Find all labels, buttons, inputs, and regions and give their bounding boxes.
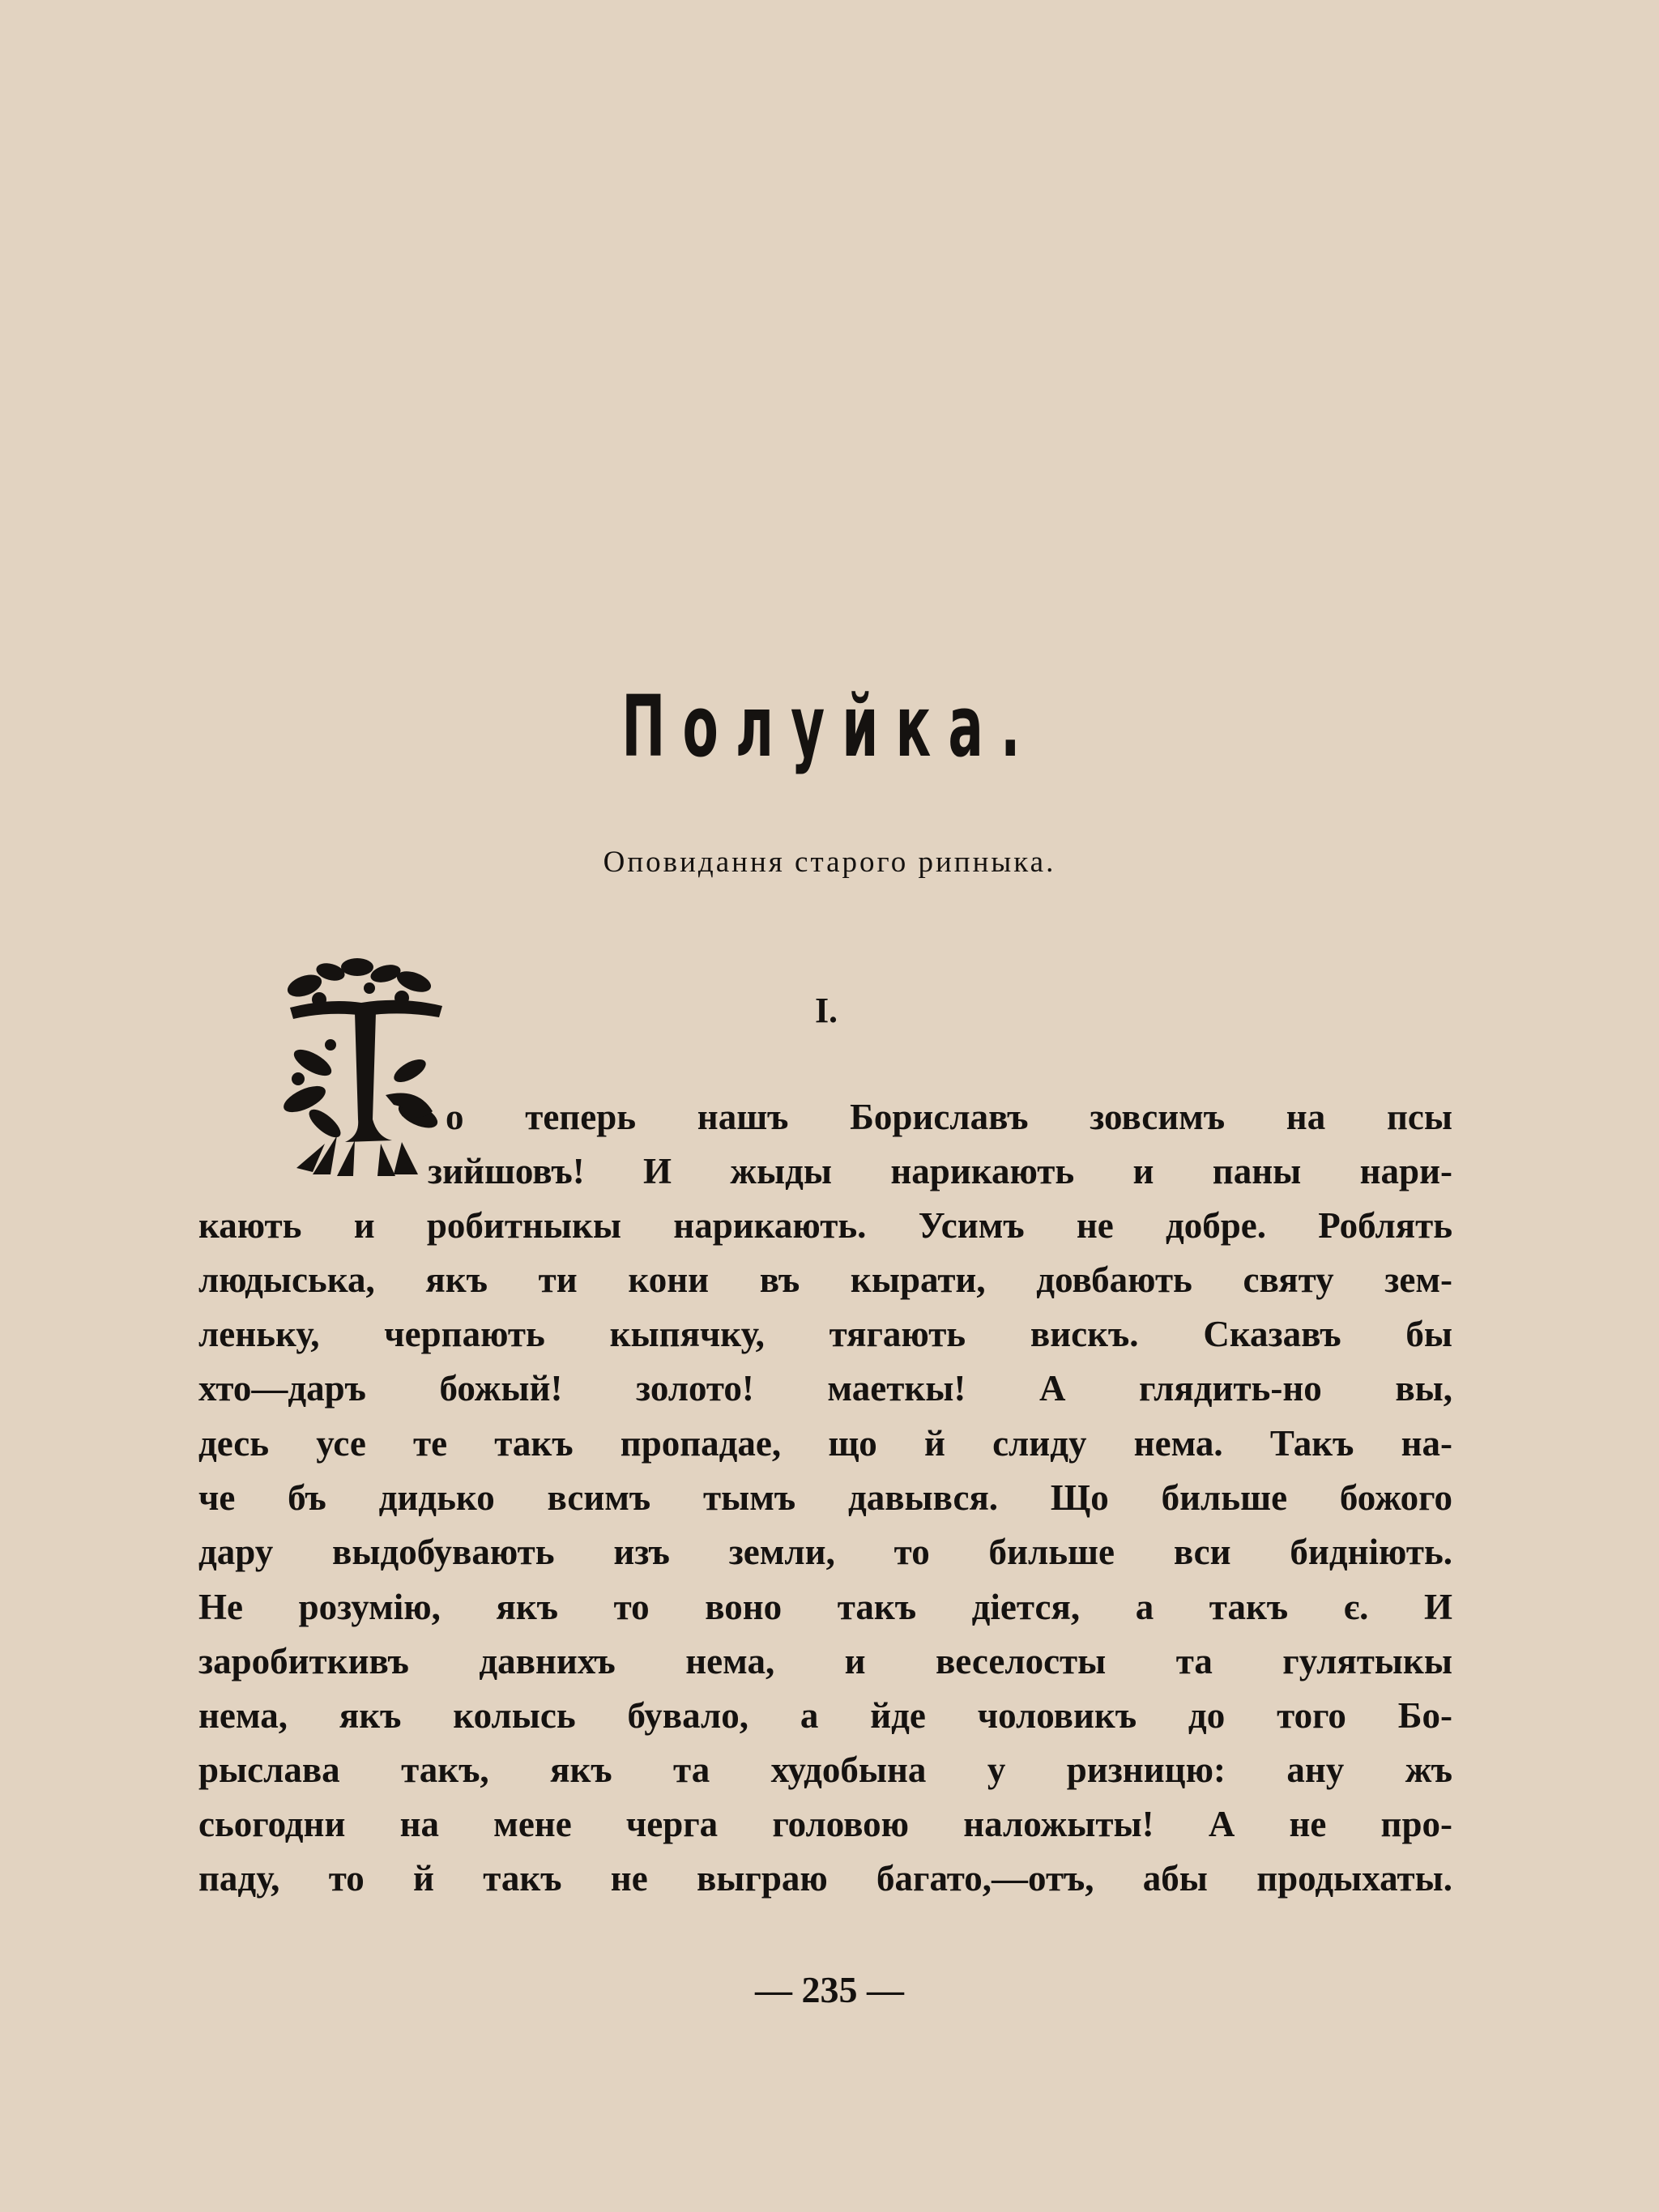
page-number: — 235 —	[755, 1969, 904, 2010]
text-line: Не розумiю, якъ то воно такъ дiется, а такъ є. И	[198, 1587, 1452, 1627]
text-line: паду, то й такъ не выграю багато,—отъ, абы продыхаты.	[198, 1858, 1452, 1899]
text-line: дару выдобувають изъ земли, то бильше вси биднiють.	[198, 1532, 1452, 1572]
text-line: рыслава такъ, якъ та худобына у ризницю: ану жъ	[198, 1750, 1452, 1790]
text-line: зийшовъ! И жыды нарикають и паны нари-	[428, 1151, 1452, 1191]
text-line: заробиткивъ давнихъ нема, и веселосты та гулятыкы	[198, 1641, 1452, 1681]
text-line: хто—даръ божый! золото! маеткы! А глядить-но вы,	[198, 1368, 1452, 1409]
page-title: Полуйка.	[621, 677, 1038, 776]
chapter-number: I.	[814, 991, 838, 1030]
text-line: людыська, якъ ти кони въ кырати, довбають святу зем-	[198, 1259, 1452, 1300]
text-line: леньку, черпають кыпячку, тягають вискъ. Сказавъ бы	[198, 1314, 1452, 1354]
text-line: че бъ дидько всимъ тымъ давывся. Що бильше божого	[198, 1477, 1452, 1518]
ornamental-drop-cap-icon	[280, 949, 450, 1176]
text-line: десь усе те такъ пропадае, що й слиду нема. Такъ на-	[198, 1423, 1452, 1464]
text-line: нема, якъ колысь бувало, а йде чоловикъ до того Бо-	[198, 1695, 1452, 1736]
text-line: о теперь нашъ Бориславъ зовсимъ на псы	[446, 1097, 1452, 1137]
page-subtitle: Оповидання старого рипныка.	[603, 846, 1056, 879]
text-line: сьогодни на мене черга головою наложыты! А не про-	[198, 1804, 1452, 1844]
text-line: кають и робитныкы нарикають. Усимъ не добре. Роблять	[198, 1205, 1452, 1246]
